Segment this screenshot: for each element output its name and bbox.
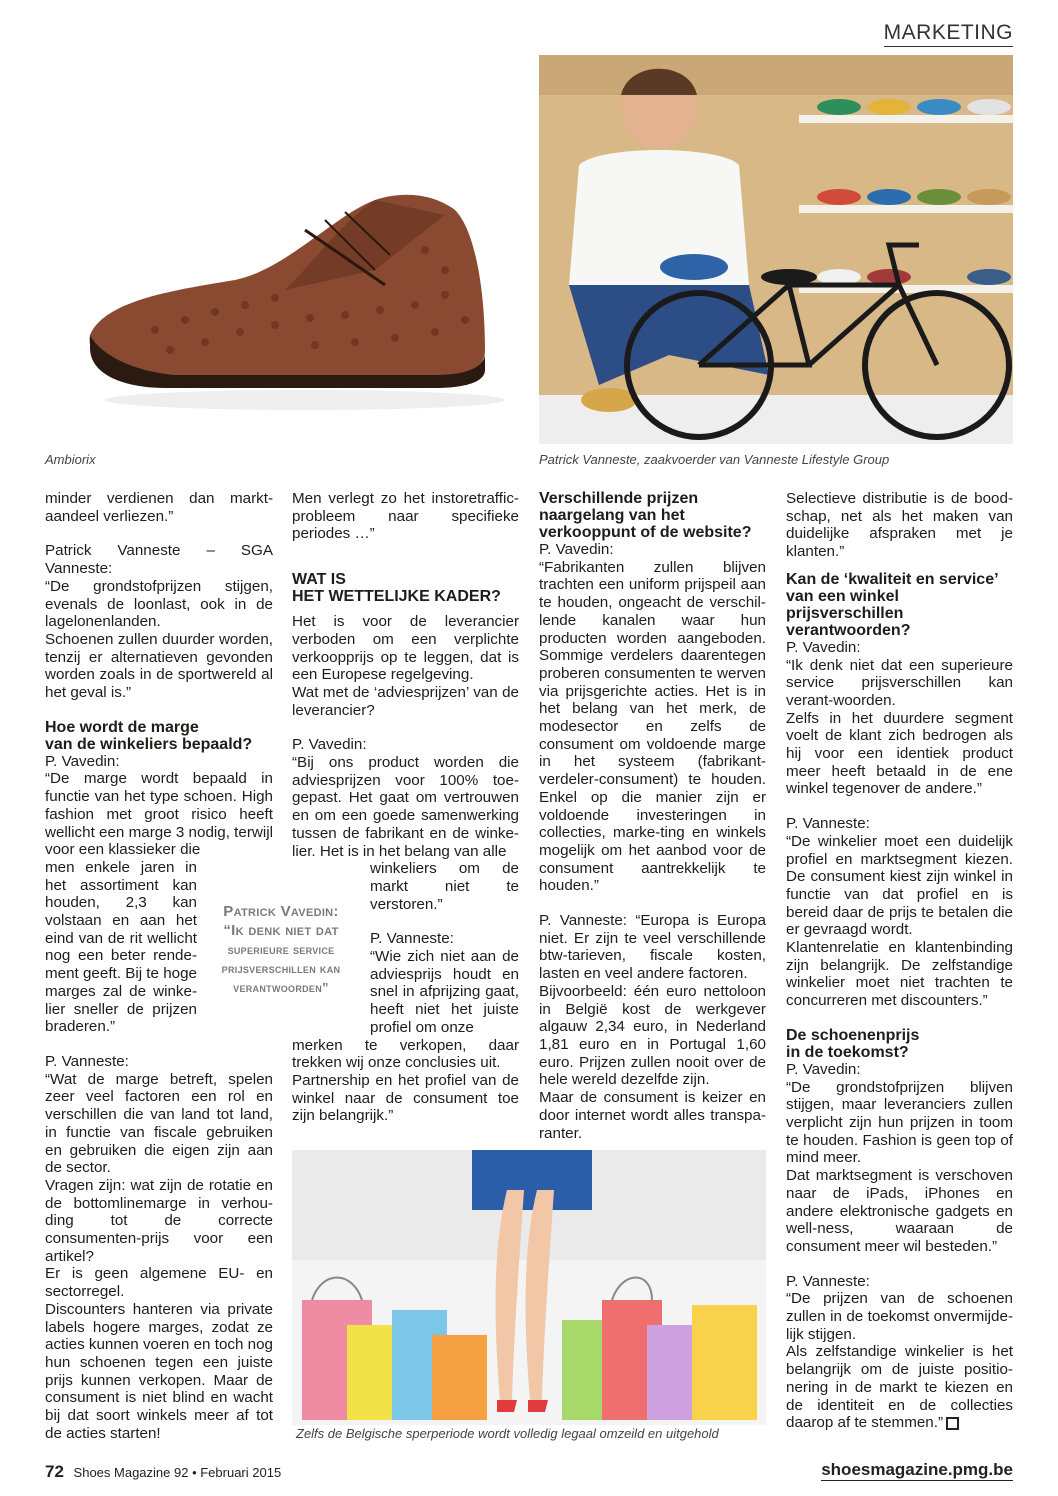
paragraph-text: Als zelfstandige winkelier is het belangrijk om de juiste positio-nering in de markt te kiezen en de identiteit en de collecties daarop af te stemmen.” <box>786 1343 1013 1432</box>
pull-quote-line: verantwoorden” <box>233 980 329 995</box>
paragraph: Discounters hanteren via private labels hogere marges, zodat ze acties kunnen voeren en toch nog hun schoenen tegen een juiste prijs kunnen verkopen. Maar de consument is niet blind en wacht bij dat soort winkels meer af tot de acties starten! <box>45 1300 273 1442</box>
speaker-label: P. Vanneste: <box>370 930 454 948</box>
paragraph: “De winkelier moet een duidelijk profiel en marktsegment kiezen. De consument kiest zijn winkel in functie van dat profiel en is bereid daar de prijs te betalen die er gevraagd wordt. <box>786 832 1013 939</box>
paragraph: “De grondstofprijzen blijven stijgen, maar leveranciers zullen verplicht zijn hun prijzen in toom te houden. Fashion is geen top of mind meer. <box>786 1078 1013 1167</box>
paragraph: Dat marktsegment is verschoven naar de iPads, iPhones en andere elektronische gadgets en well-ness, waaraan de consument meer wil besteden.” <box>786 1167 1013 1255</box>
subheading-line: verantwoorden? <box>786 621 911 639</box>
paragraph: Zelfs in het duurdere segment voelt de klant zich bedrogen als hij voor een identiek product meer heeft betaald in de ene winkel tegenover de andere.” <box>786 709 1013 798</box>
paragraph: “De grondstofprijzen stijgen, evenals de loonlast, ook in de lagelonenlanden. <box>45 577 273 631</box>
paragraph: Men verlegt zo het instoretraffic-probleem naar specifieke periodes …” <box>292 490 519 543</box>
paragraph: minder verdienen dan markt-aandeel verliezen.” <box>45 490 273 525</box>
pull-quote-line: Patrick Vavedin: <box>223 903 339 920</box>
paragraph-text: “Europa is Europa niet. Er zijn te veel verschillende btw-tarieven, fiscale kosten, lasten en veel andere factoren. <box>539 912 766 983</box>
shopping-caption: Zelfs de Belgische sperperiode wordt volledig legaal omzeild en uitgehold <box>296 1426 719 1441</box>
paragraph: “De marge wordt bepaald in functie van het type schoen. High fashion met groot risico heeft wellicht een marge 3 nodig, terwijl voor een klassieker die <box>45 770 273 859</box>
subheading-line: Hoe wordt de marge <box>45 718 199 736</box>
speaker-label: P. Vavedin: <box>786 638 861 656</box>
paragraph: “Ik denk niet dat een superieure service prijsverschillen kan verant-woorden. <box>786 656 1013 709</box>
paragraph: Wat met de ‘adviesprijzen’ van de leverancier? <box>292 683 519 719</box>
shopping-photo <box>292 1150 766 1425</box>
subheading-line: Verschillende prijzen <box>539 490 699 507</box>
subheading-line: naargelang van het <box>539 507 685 524</box>
column-3 <box>539 490 766 1142</box>
footer-left <box>45 1462 281 1482</box>
paragraph: Maar de consument is keizer en door internet wordt alles transpa-ranter. <box>539 1089 766 1142</box>
paragraph-wrapped: men enkele jaren in het assortiment kan houden, 2,3 kan volstaan en aan het eind van de rit wellicht nog een beter rende-ment geeft. Bij te hoge marges zal de winke-lier sneller de prijzen braderen.” <box>45 858 197 1036</box>
pull-quote-line: “Ik denk niet dat <box>223 922 339 939</box>
subheading-line: WAT IS <box>292 571 346 589</box>
subheading-line: verkooppunt of de website? <box>539 524 752 541</box>
shop-bicycle-image <box>539 55 1013 444</box>
column-2 <box>292 490 519 1125</box>
paragraph: “Fabrikanten zullen blijven trachten een uniform prijspeil aan te houden, ongeacht de verschil-lende kanalen waar hun producten worden aangeboden. Sommige verdelers daarentegen proberen consumenten te werven via prijsgerichte acties. Het is in het belang van het merk, de modesector en zelfs de consument om voldoende marge in het systeem (fabrikant-verdeler-consument) te houden. Enkel op die manier zijn er voldoende investeringen in collecties, marke-ting en winkels mogelijk om het aanbod voor de consument aantrekkelijk te houden.” <box>539 558 766 895</box>
subheading-line: HET WETTELIJKE KADER? <box>292 588 501 606</box>
subheading-line: van de winkeliers bepaald? <box>45 735 253 753</box>
paragraph <box>786 1343 1013 1432</box>
paragraph: Er is geen algemene EU- en sectorregel. <box>45 1265 273 1301</box>
speaker-label: P. Vanneste: <box>786 1272 870 1290</box>
speaker-label: P. Vanneste: <box>786 815 870 833</box>
page-number: 72 <box>45 1462 64 1481</box>
subheading-line: van een winkel prijsverschillen <box>786 587 904 622</box>
website-link[interactable]: shoesmagazine.pmg.be <box>821 1460 1013 1479</box>
shopping-bags-image <box>292 1150 766 1425</box>
speaker-label: P. Vavedin: <box>45 752 120 770</box>
speaker-label: P. Vanneste: <box>45 1052 129 1070</box>
subheading-line: De schoenenprijs <box>786 1026 920 1044</box>
paragraph-wrapped: “Wie zich niet aan de adviesprijs houdt en snel in afprijzing gaat, heeft niet het juiste profiel om onze <box>370 948 519 1036</box>
paragraph: Schoenen zullen duurder worden, tenzij er alternatieven gevonden worden zoals in de sportwereld al het geval is.” <box>45 630 273 702</box>
speaker-label: P. Vavedin: <box>539 541 614 558</box>
speaker-label: P. Vanneste: <box>539 912 627 930</box>
paragraph: merken te verkopen, daar trekken wij onze conclusies uit. <box>292 1036 519 1072</box>
subheading-line: Kan de ‘kwaliteit en service’ <box>786 570 999 588</box>
pull-quote-line: prijsverschillen kan <box>221 961 341 976</box>
issue-info: Shoes Magazine 92 • Februari 2015 <box>73 1465 282 1480</box>
paragraph: Partnership en het profiel van de winkel naar de consument toe zijn belangrijk.” <box>292 1071 519 1125</box>
paragraph: Klantenrelatie en klantenbinding zijn belangrijk. De zelfstandige winkelier moet niet trachten te concurreren met discounters.” <box>786 939 1013 1010</box>
paragraph-wrapped: winkeliers om de markt niet te verstoren.” <box>370 860 519 913</box>
speaker-label: P. Vavedin: <box>292 736 367 754</box>
paragraph: “Bij ons product worden die adviesprijzen voor 100% toe-gepast. Het gaat om vertrouwen en om een goede samenwerking tussen de fabrikant en de winke-lier. Het is in het belang van alle <box>292 754 519 860</box>
paragraph: Het is voor de leverancier verboden om een verplichte verkoopprijs op te leggen, dat is een Europese regelgeving. <box>292 613 519 684</box>
paragraph: Selectieve distributie is de bood-schap, net als het maken van duidelijke afspraken met je klanten.” <box>786 490 1013 561</box>
end-mark-icon <box>946 1417 959 1430</box>
section-label: MARKETING <box>884 20 1013 47</box>
subheading-line: in de toekomst? <box>786 1043 909 1061</box>
portrait-caption: Patrick Vanneste, zaakvoerder van Vanneste Lifestyle Group <box>539 452 890 467</box>
ostrich-shoe-image <box>45 120 525 440</box>
shoe-photo <box>45 120 525 440</box>
shoe-caption: Ambiorix <box>45 452 96 467</box>
paragraph <box>539 912 766 983</box>
paragraph: Vragen zijn: wat zijn de rotatie en de bottomlinemarge in verhou-ding tot de correcte consumenten-prijs voor een artikel? <box>45 1176 273 1265</box>
speaker-label: P. Vavedin: <box>786 1060 861 1078</box>
paragraph: “De prijzen van de schoenen zullen in de toekomst onvermijde-lijk stijgen. <box>786 1290 1013 1343</box>
paragraph: “Wat de marge betreft, spelen zeer veel factoren een rol en verschillen die van land tot land, in functie van fiscale gebruiken en gebruiken die eigen zijn aan de sector. <box>45 1070 273 1177</box>
column-4 <box>786 490 1013 1432</box>
pull-quote-line: superieure service <box>227 942 335 957</box>
portrait-photo <box>539 55 1013 444</box>
paragraph: Bijvoorbeeld: één euro nettoloon in België kost de werkgever algauw 2,34 euro, in Nederland 1,81 euro en in Portugal 1,60 euro. Prijzen zullen nooit over de hele wereld dezelfde zijn. <box>539 982 766 1089</box>
speaker-label: Patrick Vanneste – SGA Vanneste: <box>45 542 273 578</box>
